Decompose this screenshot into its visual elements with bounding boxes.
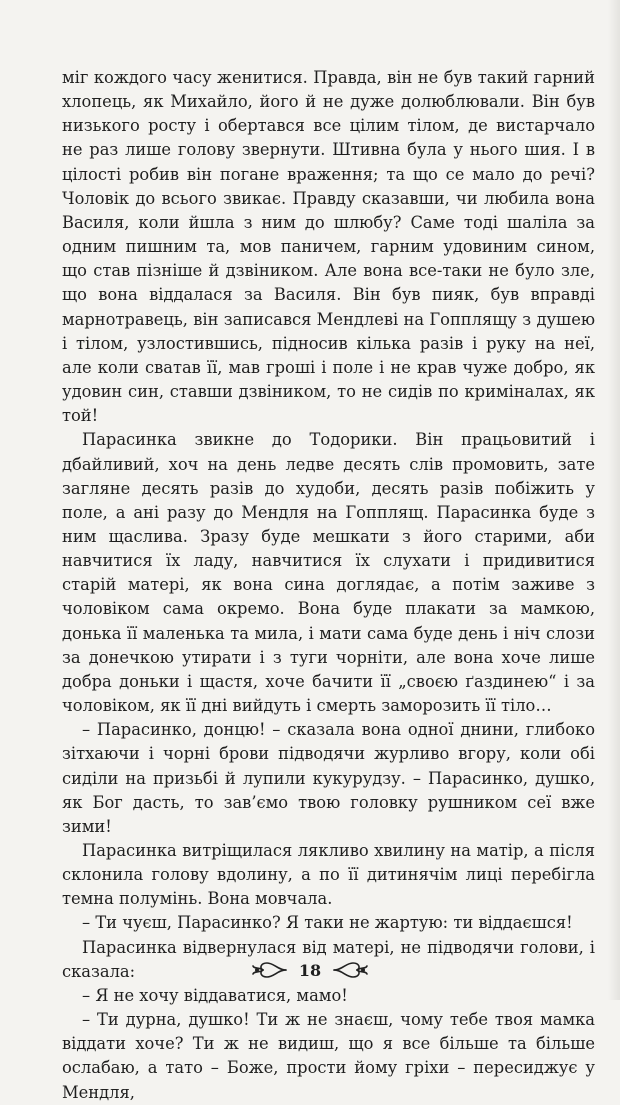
paragraph: – Ти чуєш, Парасинко? Я таки не жартую: ти віддаєшся! [82, 913, 573, 933]
page-number: 18 [298, 960, 322, 980]
floral-ornament-icon [250, 957, 288, 983]
paragraph: – Я не хочу віддаватися, мамо! [82, 985, 348, 1005]
floral-ornament-icon [332, 957, 370, 983]
paragraph: – Ти дурна, душко! Ти ж не знаєш, чому тебе твоя мамка віддати хоче? Ти ж не видиш, що я все більше та більше ослабаю, а тато – Боже, прости йому гріхи – пересиджує у Мендля, [62, 1010, 595, 1102]
paragraph: міг кождого часу женитися. Правда, він не був такий гарний хлопець, як Михайло, його й не дуже долюблювали. Він був низького росту і обертався все цілим тілом, де вистарчало не раз лише голову звернути. Штивна була у нього шия. І в цілості робив він погане враження; та що се мало до речі? Чоловік до всього звикає. Правду сказавши, чи любила вона Василя, коли йшла з ним до шлюбу? Саме тоді шаліла за одним пишним та, мов паничем, гарним удовиним сином, що став пізніше й дзвіником. Але вона все-таки не було зле, що вона віддалася за Василя. Він був пияк, був вправді марнотравець, він записався Мендлеві на Гопплящу з душею і тілом, узлостившись, підносив кілька разів і руку на неї, але коли сватав її, мав гроші і поле і не крав чуже добро, як удовин син, ставши дзвіником, то не сидів по криміналах, як той! [62, 68, 595, 426]
page-footer [0, 952, 620, 988]
paragraph: Парасинка відвернулася від матері, не підводячи голови, і сказала: [62, 937, 595, 981]
page-edge [608, 0, 620, 1000]
paragraph: – Парасинко, донцю! – сказала вона одної днини, глибоко зітхаючи і чорні брови підводячи журливо вгору, коли обі сиділи на призьбі й лупили кукурудзу. – Парасинко, душко, як Бог дасть, то зав’ємо твою головку рушником сеї вже зими! [62, 720, 595, 836]
paragraph: Парасинка витріщилася лякливо хвилину на матір, а після склонила голову вдолину, а по її дитинячім лиці перебігла темна полумінь. Вона мовчала. [62, 841, 595, 909]
body-text [62, 66, 595, 1105]
paragraph: Парасинка звикне до Тодорики. Він працьовитий і дбайливий, хоч на день ледве десять слів промовить, зате загляне десять разів до худоби, десять разів побіжить у поле, а ані разу до Мендля на Гопплящ. Парасинка буде з ним щаслива. Зразу буде мешкати з його старими, аби навчитися їх ладу, навчитися їх слухати і придивитися старій матері, як вона сина доглядає, а потім заживе з чоловіком сама окремо. Вона буде плакати за мамкою, донька її маленька та мила, і мати сама буде день і ніч слози за донечкою утирати і з туги чорніти, але вона хоче лише добра доньки і щастя, хоче бачити її „своєю ґаздинею“ і за чоловіком, як її дні вийдуть і смерть заморозить її тіло… [62, 430, 595, 716]
